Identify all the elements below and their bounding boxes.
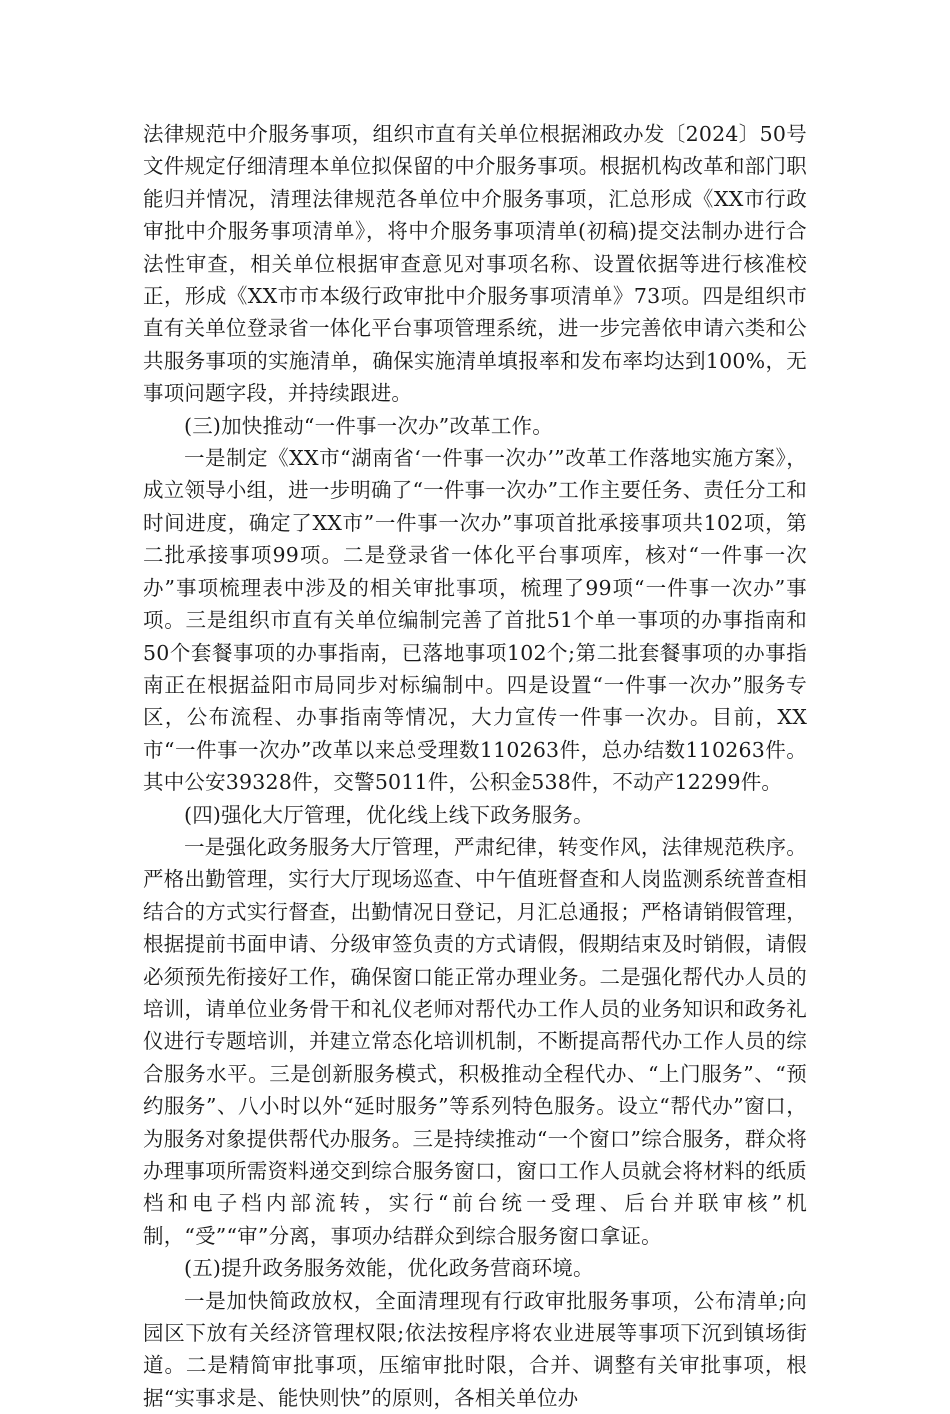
section-heading-3: (三)加快推动“一件事一次办”改革工作。	[184, 413, 553, 438]
body-paragraph-2: 一是制定《XX市“湖南省‘一件事一次办’”改革工作落地实施方案》，成立领导小组，进一步明确了“一件事一次办”工作主要任务、责任分工和时间进度，确定了XX市”一件事一次办”事项首批承接事项共102项，第二批承接事项99项。二是登录省一体化平台事项库，核对“一件事一次办”事项梳理表中涉及的相关审批事项，梳理了99项“一件事一次办”事项。三是组织市直有关单位编制完善了首批51个单一事项的办事指南和50个套餐事项的办事指南，已落地事项102个;第二批套餐事项的办事指南正在根据益阳市局同步对标编制中。四是设置“一件事一次办”服务专区，公布流程、办事指南等情况，大力宣传一件事一次办。目前，XX市“一件事一次办”改革以来总受理数110263件，总办结数110263件。其中公安39328件，交警5011件，公积金538件，不动产12299件。	[143, 446, 807, 795]
section-heading-4: (四)强化大厅管理，优化线上线下政务服务。	[184, 802, 594, 827]
body-paragraph-3: 一是强化政务服务大厅管理，严肃纪律，转变作风，法律规范秩序。严格出勤管理，实行大厅现场巡查、中午值班督查和人岗监测系统普查相结合的方式实行督查，出勤情况日登记，月汇总通报；严格请销假管理，根据提前书面申请、分级审签负责的方式请假，假期结束及时销假，请假必须预先衔接好工作，确保窗口能正常办理业务。二是强化帮代办人员的培训，请单位业务骨干和礼仪老师对帮代办工作人员的业务知识和政务礼仪进行专题培训，并建立常态化培训机制，不断提高帮代办工作人员的综合服务水平。三是创新服务模式，积极推动全程代办、“上门服务”、“预约服务”、八小时以外“延时服务”等系列特色服务。设立“帮代办”窗口，为服务对象提供帮代办服务。三是持续推动“一个窗口”综合服务，群众将办理事项所需资料递交到综合服务窗口，窗口工作人员就会将材料的纸质档和电子档内部流转，实行“前台统一受理、后台并联审核”机制，“受”“审”分离，事项办结群众到综合服务窗口拿证。	[143, 834, 807, 1248]
body-paragraph-1: 法律规范中介服务事项，组织市直有关单位根据湘政办发〔2024〕50号文件规定仔细清理本单位拟保留的中介服务事项。根据机构改革和部门职能归并情况，清理法律规范各单位中介服务事项，汇总形成《XX市行政审批中介服务事项清单》，将中介服务事项清单(初稿)提交法制办进行合法性审查，相关单位根据审查意见对事项名称、设置依据等进行核准校正，形成《XX市市本级行政审批中介服务事项清单》73项。四是组织市直有关单位登录省一体化平台事项管理系统，进一步完善依申请六类和公共服务事项的实施清单，确保实施清单填报率和发布率均达到100%，无事项问题字段，并持续跟进。	[143, 122, 807, 406]
section-heading-5: (五)提升政务服务效能，优化政务营商环境。	[184, 1256, 594, 1281]
body-paragraph-4: 一是加快简政放权，全面清理现有行政审批服务事项，公布清单;向园区下放有关经济管理权限;依法按程序将农业进展等事项下沉到镇场街道。二是精简审批事项，压缩审批时限，合并、调整有关审批事项，根据“实事求是、能快则快”的原则，各相关单位办	[143, 1288, 807, 1410]
document-page	[143, 118, 807, 1414]
